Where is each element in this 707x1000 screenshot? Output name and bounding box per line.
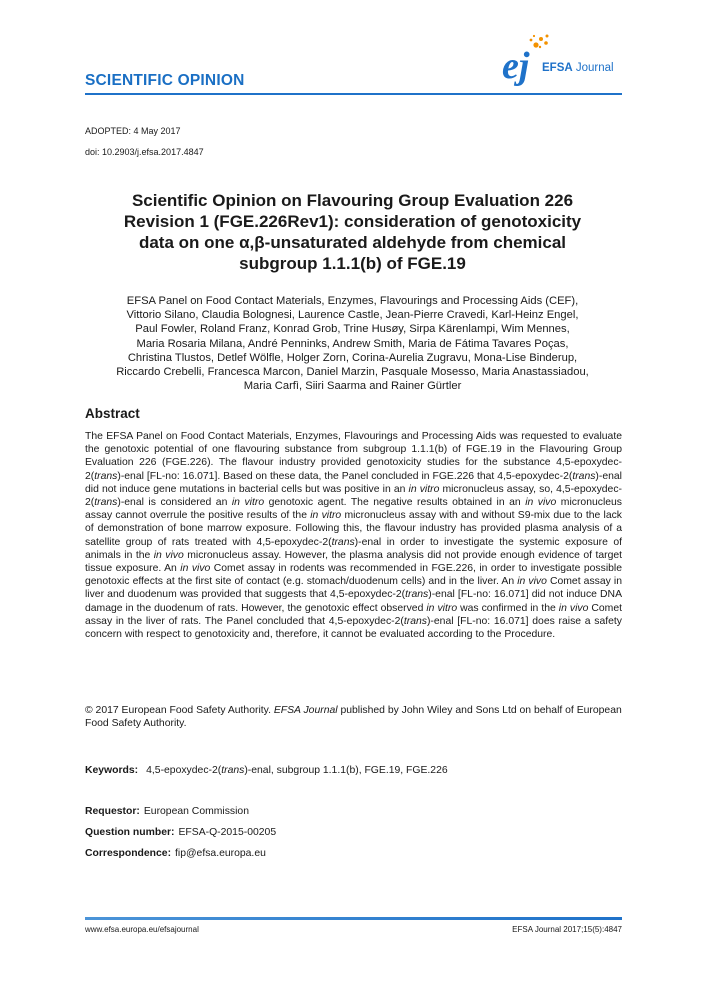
italic-term: in vitro xyxy=(426,602,458,614)
text-run: )-enal is considered an xyxy=(117,497,232,509)
text-run: )-enal in order to investigate the systemic exposure of animals in the xyxy=(85,536,622,561)
section-label: SCIENTIFIC OPINION xyxy=(85,72,245,89)
italic-term: EFSA Journal xyxy=(273,705,338,716)
italic-term: in vivo xyxy=(558,602,589,614)
paper-title: Scientific Opinion on Flavouring Group Evaluation 226 Revision 1 (FGE.226Rev1): consideration of genotoxicity data on one α,β-unsaturated aldehyde from chemical subgroup 1.1.1(b) of FGE.19 xyxy=(123,191,582,273)
text-run: )-enal [FL-no: 16.071] did not induce DNA damage in the duodenum of rats. However, the genotoxic effect observed xyxy=(85,589,622,614)
copyright-notice xyxy=(85,704,622,730)
text-run: published by John Wiley and Sons Ltd on behalf of European Food Safety Authority. xyxy=(85,705,622,730)
italic-term: in vivo xyxy=(153,549,184,561)
italic-term: trans xyxy=(331,536,355,548)
author-list: EFSA Panel on Food Contact Materials, Enzymes, Flavourings and Processing Aids (CEF), Vittorio Silano, Claudia Bolognesi, Laurence Castle, Jean-Pierre Cravedi, Karl-Heinz Engel, Paul Fowler, Roland Franz, Konrad Grob, Trine Husøy, Sirpa Kärenlampi, Wim Mennes, Maria Rosaria Milana, André Penninks, Andrew Smith, Maria de Fátima Tavares Poças, Christina Tlustos, Detlef Wölfle, Holger Zorn, Corina-Aurelia Zugravu, Mona-Lise Binderup, Riccardo Crebelli, Francesca Marcon, Daniel Marzin, Pasquale Mosesso, Maria Anastassiadou, Maria Carfì, Siiri Saarma and Rainer Gürtler xyxy=(116,295,589,393)
italic-term: trans xyxy=(403,615,427,627)
text-run: micronucleus assay. However, the plasma analysis did not provide enough evidence of target tissue exposure. An xyxy=(85,549,623,575)
italic-term: in vitro xyxy=(231,497,265,509)
italic-term: in vivo xyxy=(517,576,547,588)
efsa-journal-logo xyxy=(496,32,626,88)
abstract-body xyxy=(85,430,622,641)
footer-url[interactable]: www.efsa.europa.eu/efsajournal xyxy=(85,925,199,934)
svg-text:ej: ej xyxy=(502,45,530,87)
text-run: micronucleus assay cannot overrule the positive results of the xyxy=(85,497,623,522)
doi[interactable]: doi: 10.2903/j.efsa.2017.4847 xyxy=(85,147,204,157)
abstract-heading: Abstract xyxy=(85,406,140,421)
footer-rule xyxy=(85,917,622,920)
correspondence: Correspondence: fip@efsa.europa.eu xyxy=(85,848,266,859)
italic-term: trans xyxy=(94,470,118,482)
italic-term: trans xyxy=(405,589,429,601)
keywords: Keywords: 4,5-epoxydec-2(trans)-enal, subgroup 1.1.1(b), FGE.19, FGE.226 xyxy=(85,765,448,776)
text-run: )-enal did not induce gene mutations in bacterial cells but was positive in an xyxy=(85,470,622,495)
correspondence-email[interactable]: fip@efsa.europa.eu xyxy=(175,848,266,859)
text-run: Comet assay in the liver of rats. The Panel concluded that 4,5-epoxydec-2( xyxy=(85,602,622,627)
italic-term: trans xyxy=(572,470,596,482)
italic-term: in vitro xyxy=(310,510,342,522)
italic-term: trans xyxy=(94,497,118,509)
text-run: Comet assay in liver and duodenum was provided that suggests that 4,5-epoxydec-2( xyxy=(85,576,622,601)
header-rule xyxy=(85,93,622,95)
journal-name: EFSA Journal xyxy=(542,62,614,74)
text-run: The EFSA Panel on Food Contact Materials, Enzymes, Flavourings and Processing Aids was requested to evaluate the genotoxic potential of one flavouring substance from subgroup 1.1.1(b) of FGE.19 in the Flavouring Group Evaluation 226 (FGE.226). The flavour industry provided genotoxicity studies for the substance 4,5-epoxydec-2( xyxy=(85,431,622,482)
text-run: was confirmed in the xyxy=(457,602,559,614)
text-run: micronucleus assay, so, 4,5-epoxydec-2( xyxy=(85,483,622,509)
requestor: Requestor: European Commission xyxy=(85,806,249,817)
keywords-label: Keywords: xyxy=(85,765,139,776)
text-run: Comet assay in rodents was recommended in FGE.226, in order to investigate possible genotoxic effects at the first site of contact (e.g. stomach/duodenum cells) and in the liver. An xyxy=(85,563,623,588)
star-dots-icon xyxy=(530,35,549,49)
italic-term: in vitro xyxy=(408,483,440,495)
italic-term: in vivo xyxy=(180,563,211,575)
text-run: genotoxic agent. The negative results obtained in an xyxy=(264,497,526,509)
text-run: )-enal [FL-no: 16.071]. Based on these data, the Panel concluded in FGE.226 that 4,5-epoxydec-2( xyxy=(117,470,573,482)
text-run: © 2017 European Food Safety Authority. xyxy=(85,705,274,716)
adopted-date: ADOPTED: 4 May 2017 xyxy=(85,126,181,136)
question-number: Question number: EFSA-Q-2015-00205 xyxy=(85,827,277,838)
text-run: micronucleus assay with and without S9-mix due to the lack of demonstration of bone marrow exposure. Following this, the flavour industry has provided plasma analysis of a satellite group of rats treated with 4,5-epoxydec-2( xyxy=(85,510,622,548)
text-run: )-enal [FL-no: 16.071] does raise a safety concern with respect to genotoxicity and, therefore, it cannot be evaluated according to the Procedure. xyxy=(85,615,622,641)
italic-term: in vivo xyxy=(525,497,557,509)
footer-citation: EFSA Journal 2017;15(5):4847 xyxy=(512,925,622,934)
